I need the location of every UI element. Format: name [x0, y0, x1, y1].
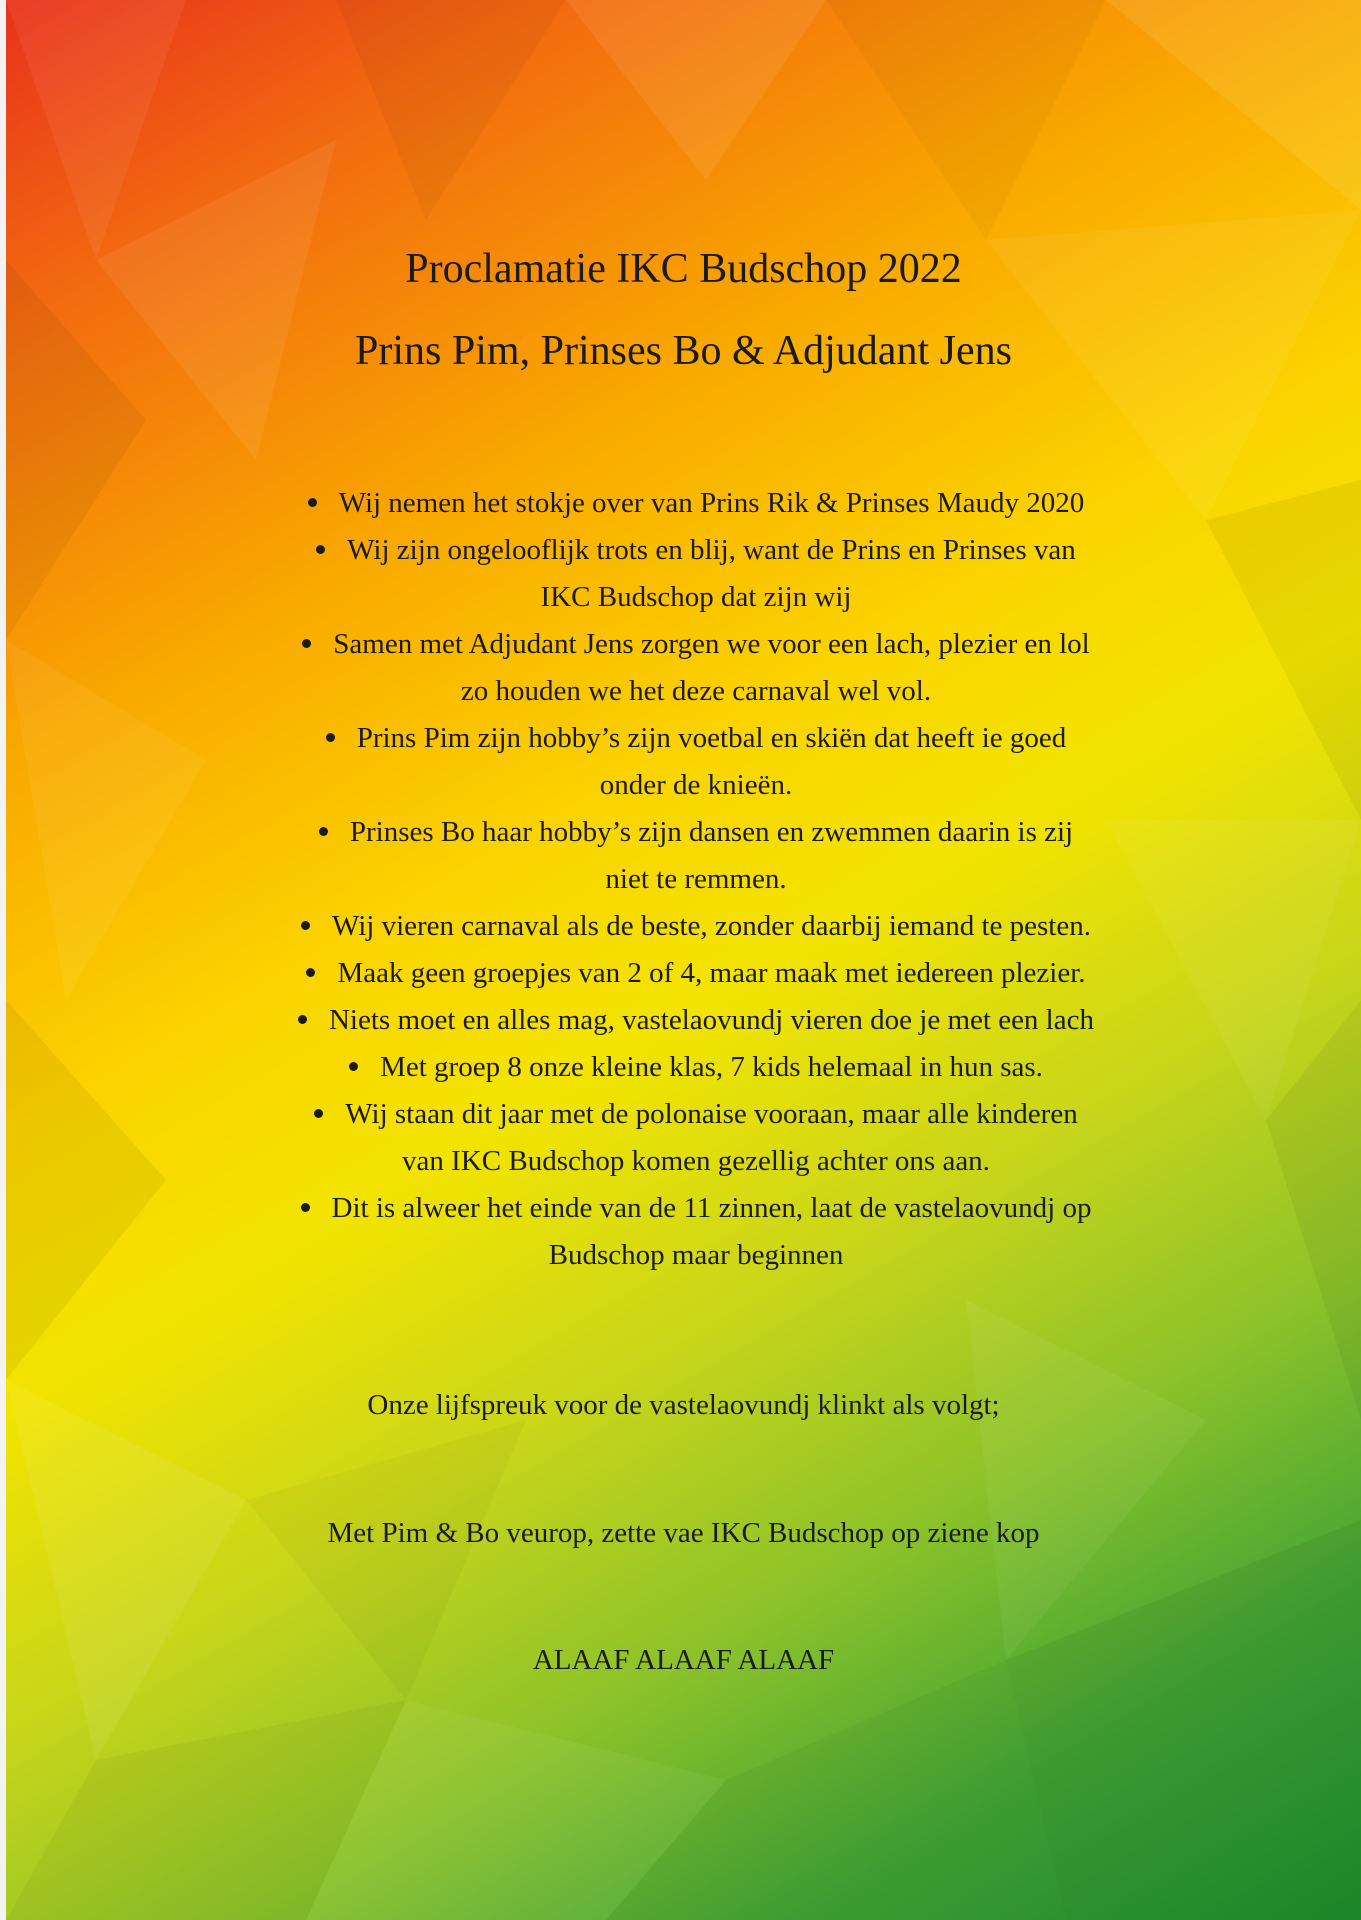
page-title: Proclamatie IKC Budschop 2022: [405, 246, 962, 292]
list-item: Wij vieren carnaval als de beste, zonder daarbij iemand te pesten.: [196, 903, 1196, 950]
list-item: Niets moet en alles mag, vastelaovundj vieren doe je met een lach: [196, 997, 1196, 1044]
proclamation-content: [6, 0, 1361, 1920]
list-item: Prins Pim zijn hobby’s zijn voetbal en skiën dat heeft ie goed onder de knieën.: [196, 715, 1196, 809]
bullet-dot-icon: [319, 827, 328, 836]
proclamation-page: [6, 0, 1361, 1920]
bullet-dot-icon: [349, 1062, 358, 1071]
page-subtitle: Prins Pim, Prinses Bo & Adjudant Jens: [355, 328, 1012, 374]
bullet-dot-icon: [326, 733, 335, 742]
bullet-dot-icon: [298, 1015, 307, 1024]
list-item: Dit is alweer het einde van de 11 zinnen, laat de vastelaovundj op Budschop maar beginnen: [196, 1185, 1196, 1279]
list-item: Maak geen groepjes van 2 of 4, maar maak met iedereen plezier.: [196, 950, 1196, 997]
list-item: Wij zijn ongelooflijk trots en blij, want de Prins en Prinses van IKC Budschop dat zijn wij: [196, 527, 1196, 621]
bullet-dot-icon: [316, 545, 325, 554]
list-item: Wij nemen het stokje over van Prins Rik & Prinses Maudy 2020: [196, 480, 1196, 527]
bullet-dot-icon: [302, 639, 311, 648]
list-item: Prinses Bo haar hobby’s zijn dansen en zwemmen daarin is zij niet te remmen.: [196, 809, 1196, 903]
bullet-dot-icon: [308, 498, 317, 507]
bullet-dot-icon: [306, 968, 315, 977]
list-item: Samen met Adjudant Jens zorgen we voor een lach, plezier en lol zo houden we het deze carnaval wel vol.: [196, 621, 1196, 715]
bullet-dot-icon: [301, 921, 310, 930]
motto-intro: Onze lijfspreuk voor de vastelaovundj klinkt als volgt;: [367, 1389, 1000, 1421]
list-item: Wij staan dit jaar met de polonaise vooraan, maar alle kinderen van IKC Budschop komen gezellig achter ons aan.: [196, 1091, 1196, 1185]
motto: Met Pim & Bo veurop, zette vae IKC Budschop op ziene kop: [327, 1517, 1040, 1549]
proclamation-list: [196, 480, 1196, 1279]
closing-cheer: ALAAF ALAAF ALAAF: [532, 1644, 835, 1676]
bullet-dot-icon: [314, 1109, 323, 1118]
bullet-dot-icon: [301, 1203, 310, 1212]
list-item: Met groep 8 onze kleine klas, 7 kids helemaal in hun sas.: [196, 1044, 1196, 1091]
